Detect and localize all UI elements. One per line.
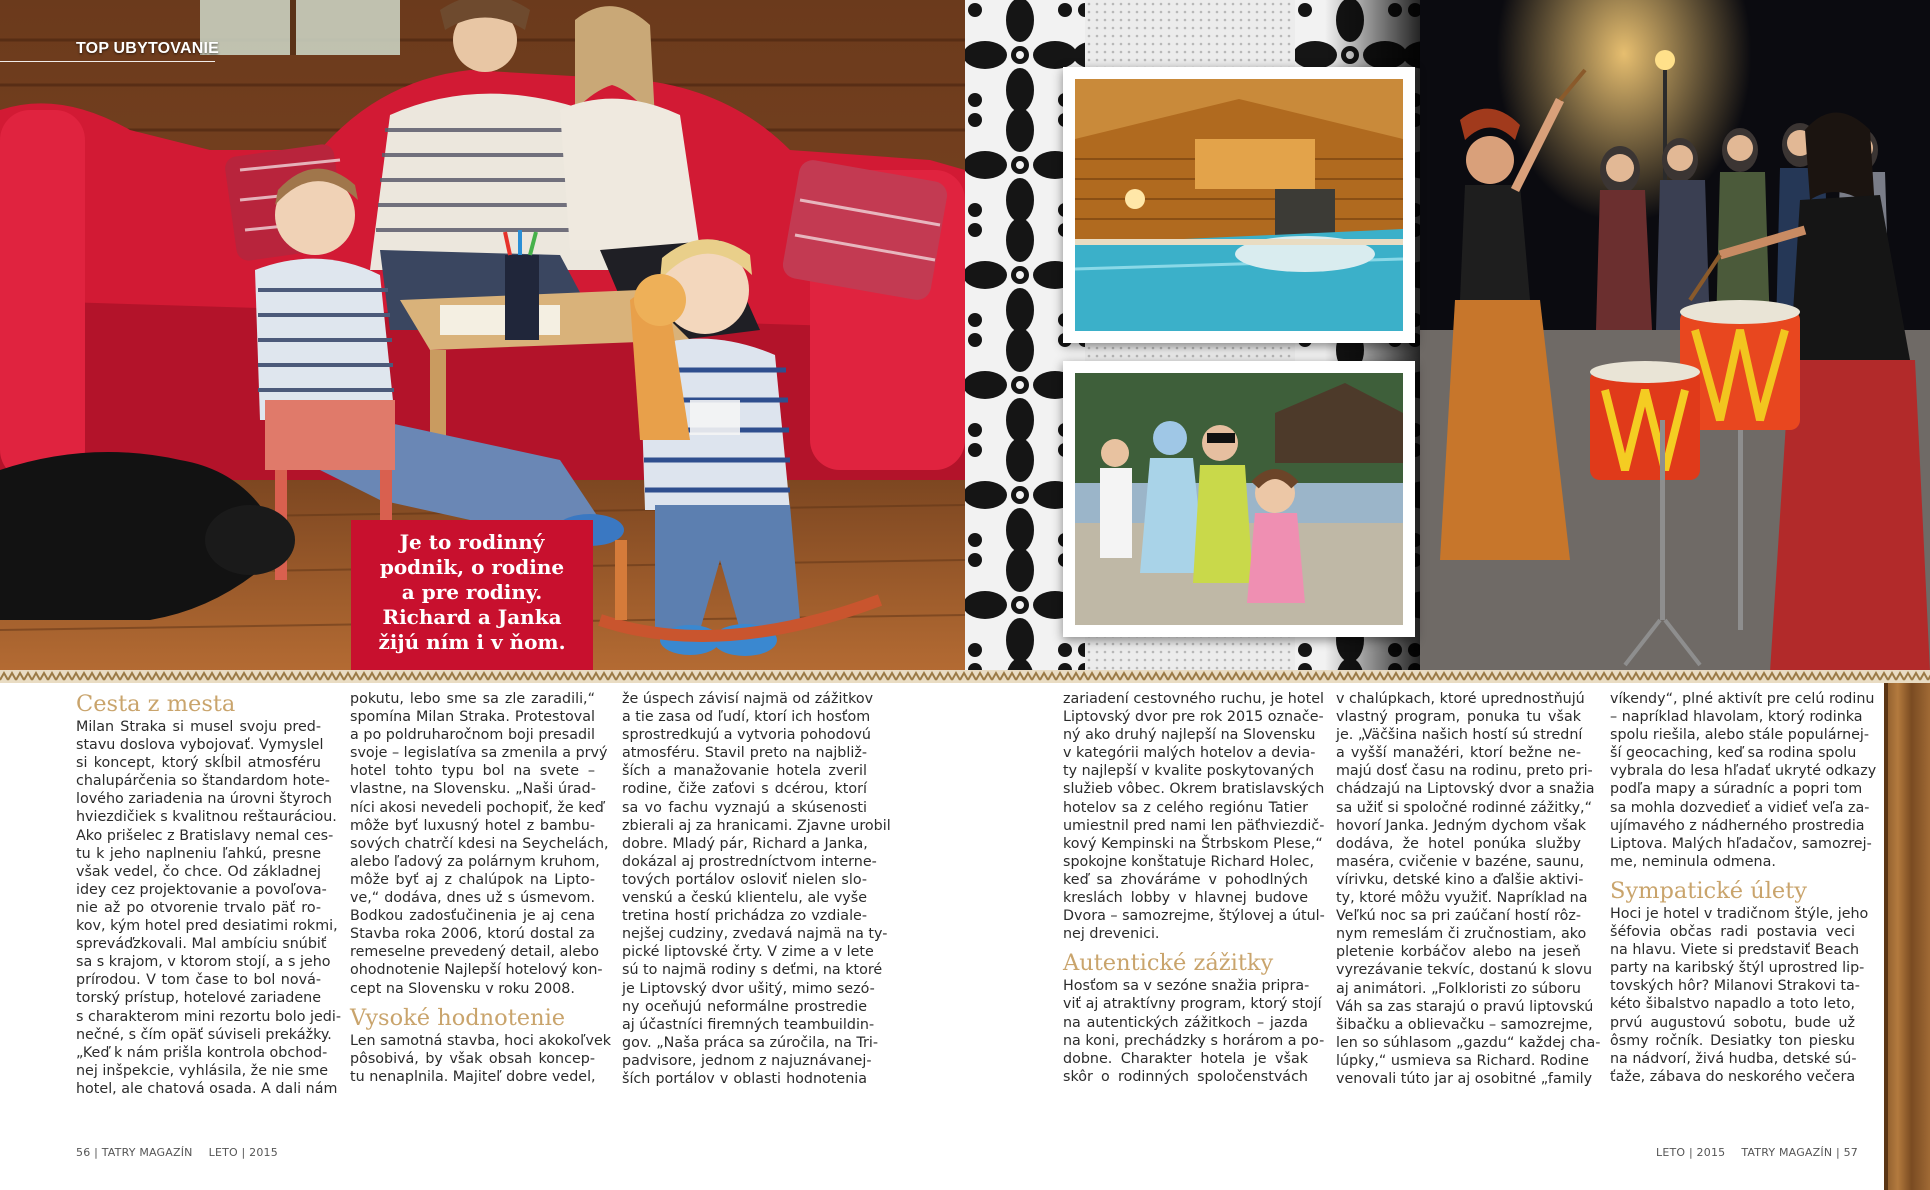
- footer-right: LETO | 2015 TATRY MAGAZÍN | 57: [1656, 1146, 1858, 1159]
- page-number: 56: [76, 1146, 91, 1159]
- text-line: tových portálov osloviť nielen slo-: [622, 871, 867, 888]
- pull-quote-line: Je to rodinný: [399, 530, 545, 554]
- paragraph: [622, 690, 891, 1088]
- text-line: chalupárčenia so štandardom hote-: [76, 773, 330, 790]
- text-line: kový Kempinski na Štrbskom Plese,“: [1063, 835, 1323, 852]
- text-line: a vyšší manažéri, ktorí bežne ne-: [1336, 745, 1581, 762]
- issue-label: LETO | 2015: [208, 1146, 278, 1159]
- text-line: „Keď k nám prišla kontrola obchod-: [76, 1044, 328, 1061]
- text-line: nej inšpekcie, vyhlásila, že nie sme: [76, 1062, 329, 1079]
- text-line: prvú augustovú sobotu, bude už: [1610, 1014, 1855, 1031]
- text-line: kéto šibalstvo napadlo a toto leto,: [1610, 996, 1855, 1013]
- text-line: vyrezávanie tekvíc, dostanú k slovu: [1336, 962, 1593, 979]
- text-line: vlastne, na Slovensku. „Naši úrad-: [350, 781, 596, 798]
- text-line: aj účastníci firemných teambuildin-: [622, 1016, 875, 1033]
- text-line: v chalúpkach, ktoré uprednostňujú: [1336, 691, 1585, 707]
- text-line: spokojne konštatuje Richard Holec,: [1063, 853, 1315, 870]
- pool-photo: [1063, 67, 1415, 343]
- text-line: prírodou. V tom čase to bol nová-: [76, 972, 321, 989]
- text-line: Bodkou zadosťučinenia je aj cena: [350, 908, 595, 925]
- text-line: víkendy“, plné aktivít pre celú rodinu: [1610, 691, 1875, 707]
- text-line: chádzajú na Liptovský dvor a snažia: [1336, 781, 1595, 798]
- text-line: môže byť aj z chalúpok na Lipto-: [350, 871, 595, 888]
- text-line: na nádvorí, živá hudba, detské sú-: [1610, 1050, 1857, 1067]
- text-line: vlastný program, ponuka tu však: [1336, 709, 1581, 726]
- text-line: svoje – legislatíva sa zmenila a prvý: [350, 745, 608, 762]
- text-line: Milan Straka si musel svoju pred-: [76, 719, 321, 735]
- text-line: že úspech závisí najmä od zážitkov: [622, 691, 874, 707]
- article-column-5: [1336, 690, 1601, 1088]
- text-line: Len samotná stavba, hoci akokoľvek: [350, 1032, 612, 1049]
- text-line: podľa mapy a súradníc a popri tom: [1610, 781, 1863, 798]
- paragraph: [1063, 690, 1325, 943]
- text-line: si koncept, ktorý skĺbil atmosféru: [76, 755, 321, 772]
- text-line: na autentických zážitkoch – jazda: [1063, 1014, 1308, 1031]
- text-line: umiestnil pred nami len päťhviezdič-: [1063, 817, 1325, 834]
- text-line: na hlavu. Viete si predstaviť Beach: [1610, 942, 1860, 959]
- text-line: spolu riešila, alebo stále populárnej-: [1610, 727, 1870, 744]
- text-line: sa vo fachu vyznajú a skúsenosti: [622, 799, 867, 816]
- text-line: pletenie korbáčov alebo na jeseň: [1336, 944, 1581, 961]
- magazine-name: TATRY MAGAZÍN: [1741, 1146, 1833, 1159]
- text-line: Liptova. Malých hľadačov, samozrej-: [1610, 835, 1872, 852]
- text-line: ty, ktoré môžu využiť. Napríklad na: [1336, 890, 1588, 907]
- text-line: spreváďzkovali. Mal ambíciu snúbiť: [76, 936, 327, 953]
- text-line: Váh sa zas starajú o pravú liptovskú: [1336, 998, 1594, 1015]
- text-line: len so súhlasom „gazdu“ každej cha-: [1336, 1034, 1601, 1051]
- text-line: venskú a českú klientelu, ale vyše: [622, 890, 867, 907]
- article-column-4: [1063, 690, 1325, 1086]
- text-line: sa užiť si spoločné rodinné zážitky,“: [1336, 799, 1593, 816]
- text-line: keď sa zhováráme v pohodlných: [1063, 871, 1308, 888]
- subheading-autenticke-zazitky: Autentické zážitky: [1063, 950, 1274, 977]
- text-line: sa s krajom, v ktorom stojí, a s jeho: [76, 954, 331, 971]
- pull-quote: [351, 520, 593, 672]
- text-line: lového zariadenia na úrovni štyroch: [76, 791, 332, 808]
- children-photo: [1063, 361, 1415, 637]
- text-line: spomína Milan Straka. Protestoval: [350, 709, 595, 726]
- text-line: Hoci je hotel v tradičnom štýle, jeho: [1610, 905, 1869, 922]
- text-line: dokázal aj prostredníctvom interne-: [622, 853, 877, 870]
- text-line: hotel tohto typu bol na svete –: [350, 763, 595, 780]
- text-line: sprostredkujú a vytvoria pohodovú: [622, 727, 871, 744]
- text-line: Veľkú noc sa pri zaúčaní hostí rôz-: [1336, 908, 1581, 925]
- text-line: idey cez projektovanie a povoľova-: [76, 881, 327, 898]
- text-line: Ako prišelec z Bratislavy nemal ces-: [76, 827, 334, 844]
- page-number: 57: [1843, 1146, 1858, 1159]
- text-line: kov, kým hotel pred desiatimi rokmi,: [76, 918, 338, 935]
- article-column-1: [76, 690, 342, 1098]
- zigzag-divider: [0, 670, 1930, 683]
- subheading-vysoke-hodnotenie: Vysoké hodnotenie: [350, 1004, 566, 1031]
- text-line: tu k jeho naplneniu ľahkú, presne: [76, 845, 321, 862]
- text-line: stavu doslova vybojovať. Vymyslel: [76, 737, 324, 754]
- wood-edge-decoration: [1884, 683, 1930, 1190]
- paragraph: [76, 718, 342, 1098]
- text-line: môže byť luxusný hotel z bambu-: [350, 817, 595, 834]
- text-line: ohodnotenie Najlepší hotelový kon-: [350, 962, 603, 979]
- text-line: ôsmy ročník. Desiatky ton piesku: [1610, 1032, 1855, 1049]
- text-line: party na karibský štýl uprostred lip-: [1610, 960, 1865, 977]
- text-line: ve,“ dodáva, dnes už s úsmevom.: [350, 890, 595, 907]
- paragraph: [350, 1032, 612, 1086]
- text-line: dobre. Mladý pár, Richard a Janka,: [622, 835, 868, 852]
- text-line: šéfovia občas radi postavia veci: [1610, 924, 1855, 941]
- text-line: ný ako druhý najlepší na Slovensku: [1063, 727, 1316, 744]
- paragraph: [350, 690, 609, 998]
- text-line: zbierali aj za hranicami. Zjavne urobil: [622, 817, 891, 834]
- text-line: hotel, ale chatová osada. A dali nám: [76, 1080, 338, 1097]
- paragraph: [1063, 977, 1325, 1086]
- text-line: rodine, čiže zaťovi s dcérou, ktorí: [622, 781, 867, 798]
- text-line: alebo ľadový za polárnym kruhom,: [350, 853, 600, 870]
- text-line: ty najlepší v kvalite poskytovaných: [1063, 763, 1315, 780]
- text-line: dodáva, že hotel ponúka služby: [1336, 835, 1581, 852]
- text-line: ší geocaching, keď sa rodina spolu: [1610, 745, 1857, 762]
- footer-left: 56 | TATRY MAGAZÍN LETO | 2015: [76, 1146, 278, 1159]
- text-line: – napríklad hlavolam, ktorý rodinka: [1610, 709, 1863, 726]
- text-line: hviezdičiek s kvalitnou reštauráciou.: [76, 809, 337, 826]
- text-line: Liptovský dvor pre rok 2015 označe-: [1063, 709, 1324, 726]
- text-line: sových chatrčí kdesi na Seychelách,: [350, 835, 609, 852]
- text-line: sú to najmä rodiny s deťmi, na ktoré: [622, 962, 883, 979]
- text-line: Dvora – samozrejme, štýlovej a útul-: [1063, 908, 1325, 925]
- text-line: tovských hôr? Milanovi Strakovi ta-: [1610, 978, 1860, 995]
- text-line: dobne. Charakter hotela je však: [1063, 1050, 1308, 1067]
- text-line: ny oceňujú neformálne prostredie: [622, 998, 867, 1015]
- text-line: zariadení cestovného ruchu, je hotel: [1063, 691, 1324, 707]
- text-line: a po poldruharočnom boji presadil: [350, 727, 595, 744]
- text-line: venovali túto jar aj osobitné „family: [1336, 1070, 1593, 1087]
- subheading-sympaticke-ulety: Sympatické úlety: [1610, 877, 1807, 904]
- text-line: pické liptovské črty. V zime a v lete: [622, 944, 874, 961]
- issue-label: LETO | 2015: [1656, 1146, 1726, 1159]
- text-line: majú dosť času na rodinu, preto pri-: [1336, 763, 1593, 780]
- text-line: nejšej cudziny, zvedavá najmä na ty-: [622, 926, 888, 943]
- text-line: s charakterom mini rezortu bolo jedi-: [76, 1008, 342, 1025]
- text-line: viť aj atraktívny program, ktorý stojí: [1063, 996, 1322, 1013]
- text-line: vírivku, detské kino a ďalšie aktivi-: [1336, 871, 1584, 888]
- text-line: v kategórii malých hotelov a devia-: [1063, 745, 1316, 762]
- text-line: pôsobivá, by však obsah koncep-: [350, 1050, 595, 1067]
- pull-quote-line: Richard a Janka: [382, 605, 562, 629]
- text-line: kreslách lobby v hlavnej budove: [1063, 890, 1308, 907]
- drum-performance-photo: [1420, 0, 1930, 672]
- section-tag-rule: [0, 61, 215, 62]
- text-line: však vedel, čo chce. Od základnej: [76, 863, 321, 880]
- text-line: skôr o rodinných spoločenstvách: [1063, 1068, 1308, 1085]
- magazine-name: TATRY MAGAZÍN: [101, 1146, 193, 1159]
- text-line: remeselne prevedený detail, alebo: [350, 944, 599, 961]
- text-line: nym remeslám či zručnostiam, ako: [1336, 926, 1587, 943]
- text-line: služieb vôbec. Okrem bratislavských: [1063, 781, 1325, 798]
- text-line: lúpky,“ usmieva sa Richard. Rodine: [1336, 1052, 1589, 1069]
- text-line: Hosťom sa v sezóne snažia pripra-: [1063, 978, 1310, 995]
- text-line: tretina hostí prichádza zo vzdiale-: [622, 908, 867, 925]
- text-line: aj animátori. „Folkloristi zo súboru: [1336, 980, 1581, 997]
- text-line: pokutu, lebo sme sa zle zaradili,“: [350, 691, 595, 707]
- text-line: vybrala do lesa hľadať ukryté odkazy: [1610, 763, 1877, 780]
- pull-quote-line: žijú ním i v ňom.: [378, 630, 566, 654]
- text-line: Stavba roka 2006, ktorú dostal za: [350, 926, 595, 943]
- text-line: ťaže, zábava do neskorého večera: [1610, 1068, 1856, 1085]
- text-line: gov. „Naša práca sa zúročila, na Tri-: [622, 1034, 879, 1051]
- text-line: cept na Slovensku v roku 2008.: [350, 980, 575, 997]
- text-line: nej drevenici.: [1063, 926, 1160, 943]
- text-line: níci akosi nevedeli pochopiť, že keď: [350, 799, 604, 816]
- section-tag: TOP UBYTOVANIE: [76, 40, 219, 57]
- text-line: maséra, cvičenie v bazéne, saunu,: [1336, 853, 1585, 870]
- text-line: ších portálov v oblasti hodnotenia: [622, 1070, 867, 1087]
- text-line: hotelov sa z celého regiónu Tatier: [1063, 799, 1308, 816]
- text-line: ších a manažovanie hotela zveril: [622, 763, 867, 780]
- paragraph: [1610, 905, 1869, 1086]
- text-line: me, neminula odmena.: [1610, 853, 1776, 870]
- text-line: a tie zasa od ľudí, ktorí ich hosťom: [622, 709, 871, 726]
- text-line: padvisore, jednom z najuznávanej-: [622, 1052, 872, 1069]
- text-line: nečné, s čím opäť súviseli prekážky.: [76, 1026, 332, 1043]
- text-line: je Liptovský dvor ušitý, mimo sezó-: [622, 980, 875, 997]
- text-line: je. „Väčšina našich hostí sú strední: [1336, 727, 1583, 744]
- pull-quote-line: podnik, o rodine: [379, 555, 565, 579]
- text-line: sa mohla dozvedieť a vidieť veľa za-: [1610, 799, 1870, 816]
- article-column-3: [622, 690, 891, 1088]
- article-column-6: [1610, 690, 1877, 1086]
- pull-quote-line: a pre rodiny.: [401, 580, 543, 604]
- text-line: tu nenaplnila. Majiteľ dobre vedel,: [350, 1068, 596, 1085]
- text-line: nie až po otvorenie trvalo päť ro-: [76, 899, 321, 916]
- subheading-cesta-z-mesta: Cesta z mesta: [76, 691, 236, 717]
- paragraph: [1336, 690, 1601, 1088]
- text-line: torský prístup, hotelové zariadene: [76, 990, 321, 1007]
- text-line: šibačku a oblievačku – samozrejme,: [1336, 1016, 1593, 1033]
- text-line: hovorí Janka. Jedným dychom však: [1336, 817, 1587, 834]
- article-column-2: [350, 690, 612, 1086]
- text-line: na koni, prechádzky s horárom a po-: [1063, 1032, 1325, 1049]
- paragraph: [1610, 690, 1877, 871]
- text-line: atmosféru. Stavil preto na najbliž-: [622, 745, 867, 762]
- text-line: ujímavého z nádherného prostredia: [1610, 817, 1865, 834]
